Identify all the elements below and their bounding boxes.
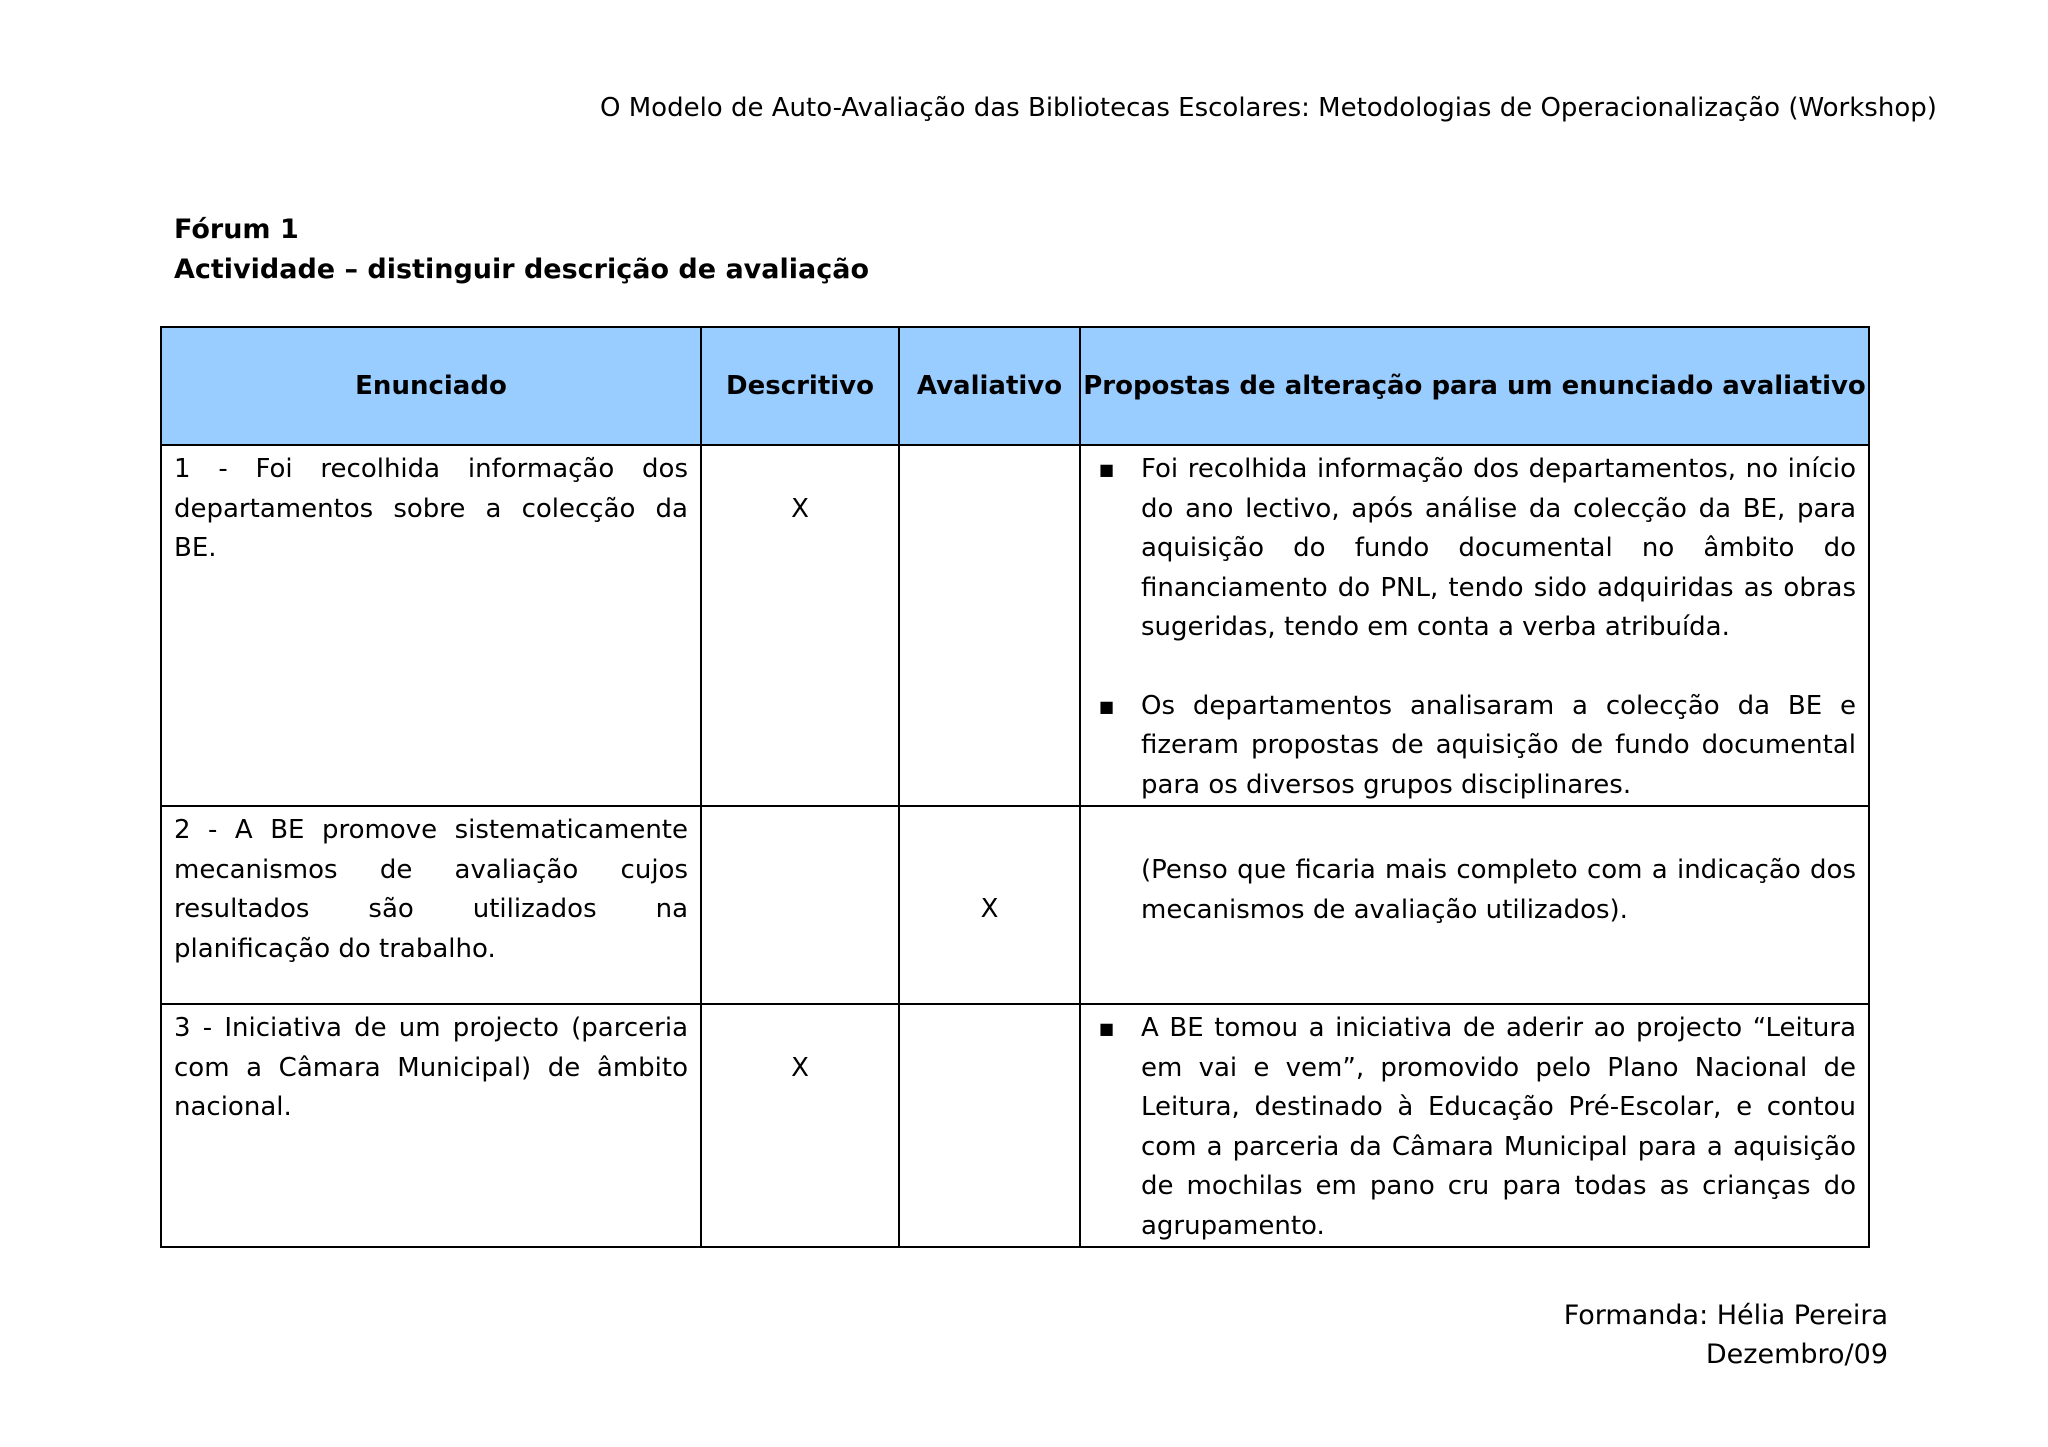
running-header: O Modelo de Auto-Avaliação das Bibliotecas Escolares: Metodologias de Operacionalização (Workshop) [600, 93, 1937, 123]
bullet-square-icon: ■ [1099, 1019, 1115, 1038]
descritivo-mark: X [791, 1053, 809, 1083]
document-date: Dezembro/09 [1705, 1339, 1888, 1370]
trainee-name: Formanda: Hélia Pereira [1563, 1300, 1888, 1331]
proposal-text: Os departamentos analisaram a colecção da BE e fizeram propostas de aquisição de fundo documental para os diversos grupos disciplinares. [1141, 690, 1856, 800]
table-header-row [161, 327, 1869, 445]
cell-descritivo [701, 445, 899, 806]
enunciado-text: 2 - A BE promove sistematicamente mecanismos de avaliação cujos resultados são utilizados na planificação do trabalho. [174, 815, 688, 964]
enunciado-text: 1 - Foi recolhida informação dos departamentos sobre a colecção da BE. [174, 454, 688, 563]
bullet-square-icon: ■ [1099, 696, 1115, 716]
cell-avaliativo [899, 1004, 1080, 1247]
cell-enunciado [161, 445, 701, 806]
cell-avaliativo [899, 806, 1080, 1004]
table-row [161, 1004, 1869, 1247]
evaluation-table [160, 326, 1870, 1248]
cell-descritivo [701, 806, 899, 1004]
proposal-text: A BE tomou a iniciativa de aderir ao projecto “Leitura em vai e vem”, promovido pelo Plano Nacional de Leitura, destinado à Educação Pré-Escolar, e contou com a parceria da Câmara Municipal para a aquisição de mochilas em pano cru para todas as crianças do agrupamento. [1141, 1013, 1856, 1241]
header-avaliativo: Avaliativo [899, 327, 1080, 445]
proposal-item [1099, 450, 1856, 648]
proposal-list [1081, 1005, 1868, 1246]
cell-enunciado [161, 1004, 701, 1247]
cell-propostas [1080, 445, 1869, 806]
avaliativo-mark: X [980, 894, 999, 924]
proposal-text: Foi recolhida informação dos departamentos, no início do ano lectivo, após análise da colecção da BE, para aquisição do fundo documental no âmbito do financiamento do PNL, tendo sido adquiridas as obras sugeridas, tendo em conta a verba atribuída. [1141, 454, 1856, 642]
descritivo-mark: X [791, 494, 809, 524]
header-enunciado: Enunciado [161, 327, 701, 445]
proposal-list [1081, 446, 1868, 805]
cell-enunciado [161, 806, 701, 1004]
table-row [161, 806, 1869, 1004]
cell-descritivo [701, 1004, 899, 1247]
cell-propostas [1080, 1004, 1869, 1247]
table-row [161, 445, 1869, 806]
cell-propostas [1080, 806, 1869, 1004]
activity-title: Actividade – distinguir descrição de avaliação [174, 254, 869, 285]
bullet-square-icon: ■ [1099, 460, 1115, 479]
header-descritivo: Descritivo [701, 327, 899, 445]
proposal-item [1099, 1009, 1856, 1246]
proposal-item [1099, 687, 1856, 806]
cell-avaliativo [899, 445, 1080, 806]
signature-block [1400, 1296, 1888, 1374]
document-title-block [174, 210, 869, 290]
enunciado-text: 3 - Iniciativa de um projecto (parceria com a Câmara Municipal) de âmbito nacional. [174, 1013, 688, 1122]
proposal-note: (Penso que ficaria mais completo com a indicação dos mecanismos de avaliação utilizados). [1141, 855, 1856, 925]
forum-title: Fórum 1 [174, 214, 299, 245]
header-propostas: Propostas de alteração para um enunciado avaliativo [1080, 327, 1869, 445]
